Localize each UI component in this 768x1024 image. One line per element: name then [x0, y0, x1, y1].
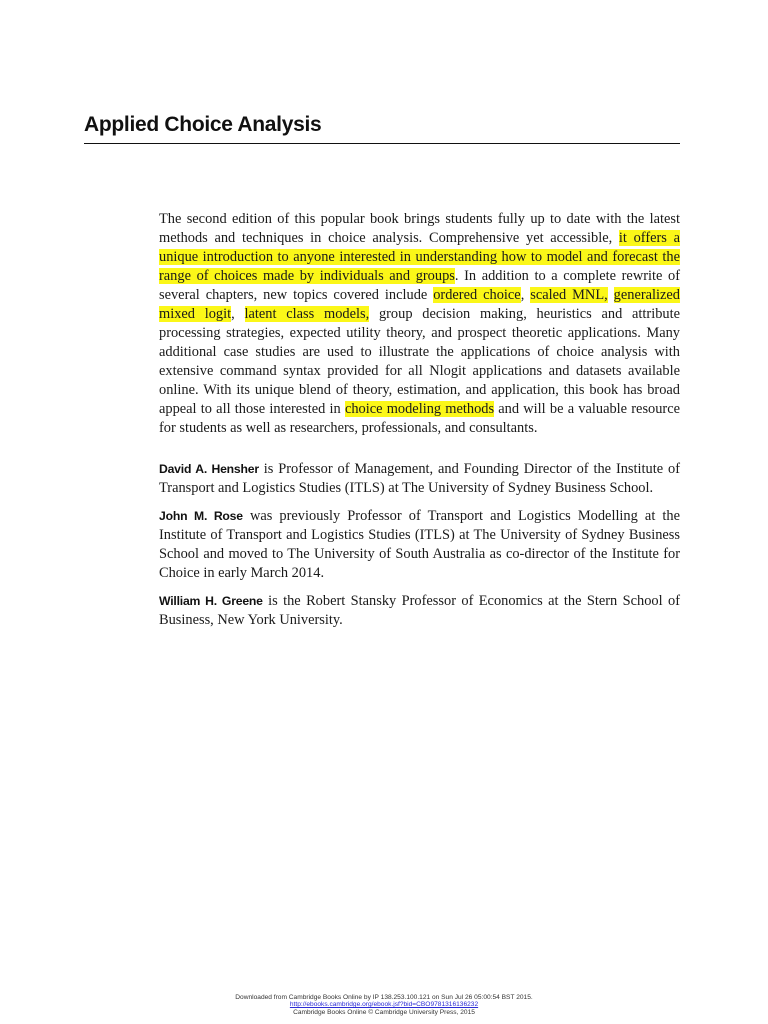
blurb-segment: , — [520, 287, 531, 303]
highlighted-phrase: ordered choice — [433, 287, 521, 303]
book-title: Applied Choice Analysis — [84, 113, 322, 136]
author-name: David A. Hensher — [159, 462, 259, 476]
author-name: John M. Rose — [159, 509, 243, 523]
footer-download-info: Downloaded from Cambridge Books Online by IP 138.253.100.121 on Sun Jul 26 05:00:54 BST 2015. — [235, 994, 533, 1001]
blurb-segment — [608, 287, 614, 303]
blurb-segment: group decision making, heuristics and attribute processing strategies, expected utility theory, and prospect theoretic applications. Many additional case studies are used to illustrate the applications of choice analysis with extensive command syntax provided for all Nlogit applications and datasets available online. With its unique blend of theory, estimation, and application, this book has broad appeal to all those interested in — [159, 306, 680, 417]
highlighted-phrase: latent class models, — [244, 306, 370, 322]
highlighted-phrase: generalized mixed logit — [159, 287, 680, 322]
blurb-paragraph — [159, 210, 680, 438]
author-bio — [159, 592, 680, 630]
footer-link[interactable]: http://ebooks.cambridge.org/ebook.jsf?bid=CBO9781316136232 — [289, 1001, 479, 1009]
blurb-segment: , — [231, 306, 245, 322]
highlighted-phrase: choice modeling methods — [344, 401, 495, 417]
blurb-segment: and will be a valuable resource for students as well as researchers, professionals, and consultants. — [159, 401, 681, 436]
author-bio — [159, 460, 680, 498]
title-rule — [84, 143, 680, 144]
author-name: William H. Greene — [159, 594, 263, 608]
author-bio-text: is the Robert Stansky Professor of Economics at the Stern School of Business, New York University. — [159, 593, 680, 628]
author-bio-text: was previously Professor of Transport and Logistics Modelling at the Institute of Transport and Logistics Studies (ITLS) at The University of Sydney Business School and moved to The University of South Australia as co-director of the Institute for Choice in early March 2014. — [159, 508, 680, 581]
download-footer — [0, 994, 768, 1016]
highlighted-phrase: scaled MNL, — [530, 287, 608, 303]
author-bio — [159, 507, 680, 583]
blurb-segment: . In addition to a complete rewrite of several chapters, new topics covered include — [159, 268, 680, 303]
footer-copyright: Cambridge Books Online © Cambridge University Press, 2015 — [293, 1008, 475, 1016]
body-content — [159, 210, 680, 630]
author-bio-text: is Professor of Management, and Founding Director of the Institute of Transport and Logistics Studies (ITLS) at The University of Sydney Business School. — [159, 461, 680, 496]
highlighted-phrase: it offers a unique introduction to anyone interested in understanding how to model and forecast the range of choices made by individuals and groups — [159, 230, 680, 284]
blurb-segment: The second edition of this popular book brings students fully up to date with the latest methods and techniques in choice analysis. Comprehensive yet accessible, — [159, 211, 680, 246]
